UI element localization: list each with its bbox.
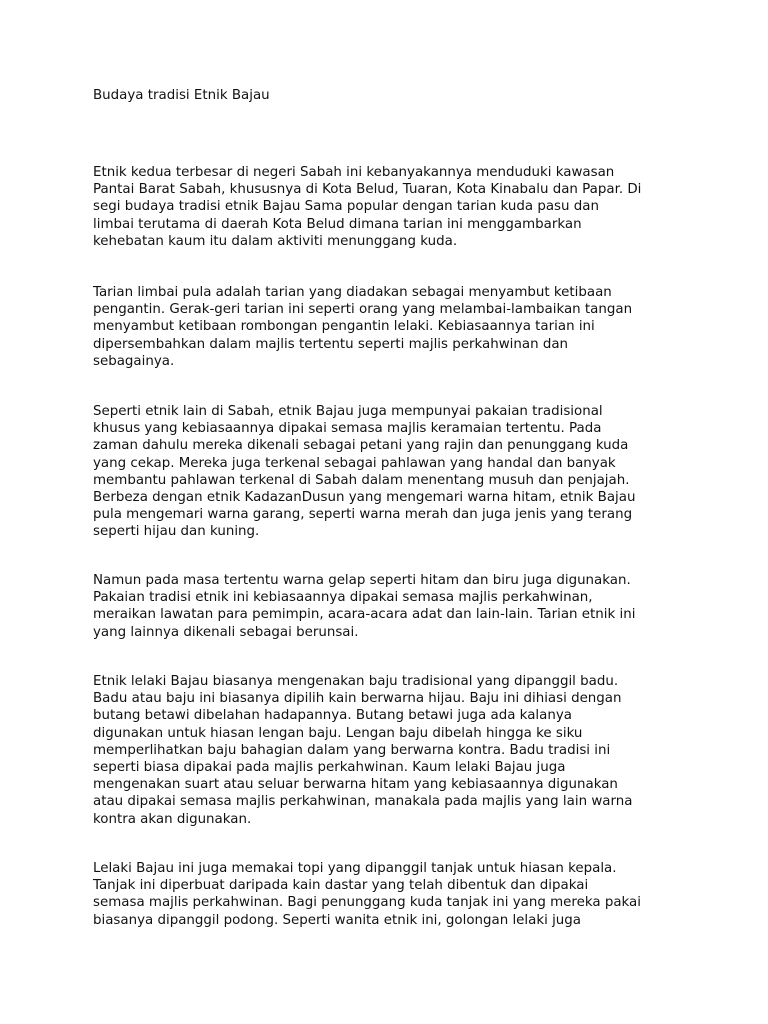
text-line: menyambut ketibaan rombongan pengantin lelaki. Kebiasaannya tarian ini xyxy=(93,319,595,335)
text-line: limbai terutama di daerah Kota Belud dimana tarian ini menggambarkan xyxy=(93,216,582,232)
text-line: semasa majlis perkahwinan. Bagi penunggang kuda tanjak ini yang mereka pakai xyxy=(93,895,641,911)
paragraph-6 xyxy=(93,860,641,929)
text-line: Tarian limbai pula adalah tarian yang diadakan sebagai menyambut ketibaan xyxy=(93,285,612,300)
text-line: Pantai Barat Sabah, khususnya di Kota Belud, Tuaran, Kota Kinabalu dan Papar. Di xyxy=(93,182,642,198)
text-line: memperlihatkan baju bahagian dalam yang berwarna kontra. Badu tradisi ini xyxy=(93,742,611,758)
text-line: sebagainya. xyxy=(93,353,175,369)
text-line: pula mengemari warna garang, seperti warna merah dan juga jenis yang terang xyxy=(93,507,633,523)
text-line: Berbeza dengan etnik KadazanDusun yang mengemari warna hitam, etnik Bajau xyxy=(93,490,636,506)
text-line: Badu atau baju ini biasanya dipilih kain berwarna hijau. Baju ini dihiasi dengan xyxy=(93,691,622,707)
text-line: Pakaian tradisi etnik ini kebiasaannya dipakai semasa majlis perkahwinan, xyxy=(93,590,593,606)
text-line: biasanya dipanggil podong. Seperti wanita etnik ini, golongan lelaki juga xyxy=(93,912,581,928)
text-line: Seperti etnik lain di Sabah, etnik Bajau juga mempunyai pakaian tradisional xyxy=(93,404,603,419)
text-line: segi budaya tradisi etnik Bajau Sama popular dengan tarian kuda pasu dan xyxy=(93,199,599,215)
text-line: Etnik lelaki Bajau biasanya mengenakan baju tradisional yang dipanggil badu. xyxy=(93,674,619,689)
text-line: digunakan untuk hiasan lengan baju. Lengan baju dibelah hingga ke siku xyxy=(93,725,583,741)
text-line: kontra akan digunakan. xyxy=(93,811,252,827)
text-line: seperti biasa dipakai pada majlis perkahwinan. Kaum lelaki Bajau juga xyxy=(93,760,566,776)
text-line: pengantin. Gerak-geri tarian ini seperti orang yang melambai-lambaikan tangan xyxy=(93,302,633,318)
text-line: butang betawi dibelahan hadapannya. Butang betawi juga ada kalanya xyxy=(93,708,572,724)
text-line: Namun pada masa tertentu warna gelap seperti hitam dan biru juga digunakan. xyxy=(93,573,631,588)
document-title: Budaya tradisi Etnik Bajau xyxy=(93,88,270,103)
paragraph-1 xyxy=(93,164,641,250)
text-line: Tanjak ini diperbuat daripada kain dastar yang telah dibentuk dan dipakai xyxy=(93,878,589,894)
text-line: khusus yang kebiasaannya dipakai semasa majlis keramaian tertentu. Pada xyxy=(93,421,602,437)
text-line: yang cekap. Mereka juga terkenal sebagai pahlawan yang handal dan banyak xyxy=(93,455,616,471)
text-line: yang lainnya dikenali sebagai berunsai. xyxy=(93,624,359,640)
paragraph-4 xyxy=(93,572,635,641)
paragraph-3 xyxy=(93,403,635,541)
text-line: mengenakan suart atau seluar berwarna hitam yang kebiasaannya digunakan xyxy=(93,777,618,793)
text-line: Etnik kedua terbesar di negeri Sabah ini kebanyakannya menduduki kawasan xyxy=(93,165,615,180)
text-line: Lelaki Bajau ini juga memakai topi yang dipanggil tanjak untuk hiasan kepala. xyxy=(93,861,617,876)
text-line: atau dipakai semasa majlis perkahwinan, manakala pada majlis yang lain warna xyxy=(93,794,633,810)
paragraph-5 xyxy=(93,673,632,828)
text-line: kehebatan kaum itu dalam aktiviti menunggang kuda. xyxy=(93,233,458,249)
text-line: dipersembahkan dalam majlis tertentu seperti majlis perkahwinan dan xyxy=(93,336,569,352)
text-line: seperti hijau dan kuning. xyxy=(93,524,260,540)
text-line: meraikan lawatan para pemimpin, acara-acara adat dan lain-lain. Tarian etnik ini xyxy=(93,607,636,623)
paragraph-2 xyxy=(93,284,632,370)
text-line: zaman dahulu mereka dikenali sebagai petani yang rajin dan penunggang kuda xyxy=(93,438,629,454)
text-line: membantu pahlawan terkenal di Sabah dalam menentang musuh dan penjajah. xyxy=(93,472,630,488)
